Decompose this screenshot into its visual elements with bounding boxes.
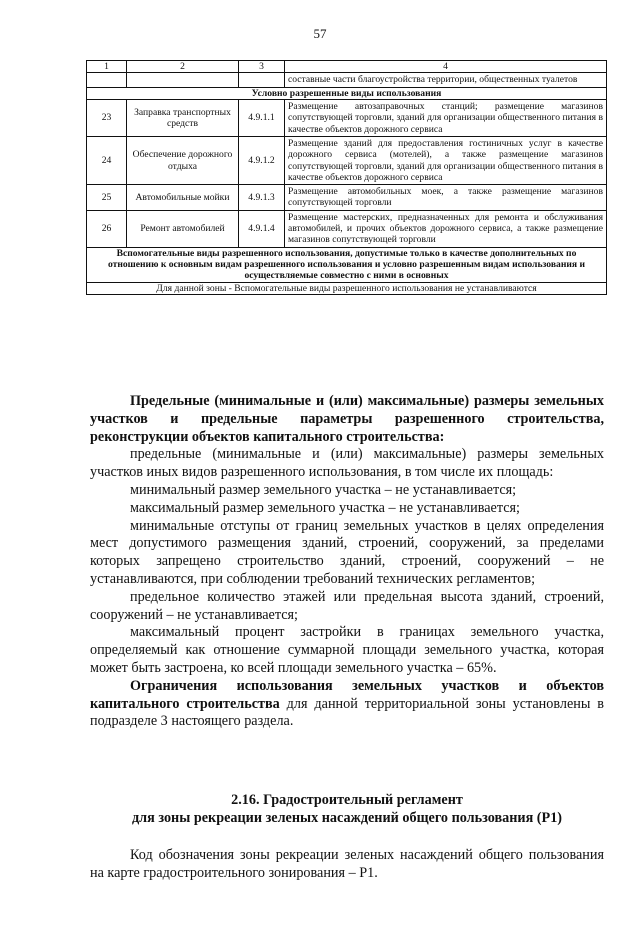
table-row — [87, 136, 607, 184]
row-code: 4.9.1.2 — [239, 136, 285, 184]
restrictions-rest: для данной территориальной зоны установлены в подразделе 3 настоящего раздела. — [90, 695, 605, 730]
column-header: 1 — [87, 61, 127, 73]
column-header: 3 — [239, 61, 285, 73]
row-number: 26 — [87, 210, 127, 247]
paragraph: максимальный процент застройки в границах земельного участка, определяемый как отношение суммарной площади земельного участка, которая может быть застроена, ко всей площади земельного участка – 65%. — [90, 624, 604, 676]
auxiliary-section-title: Вспомогательные виды разрешенного использования, допустимые только в качестве дополнительных по отношению к основным видам разрешенного использования и условно разрешенным видам использования и осуществляемые совместно с ними в основных — [87, 247, 607, 282]
paragraph: Код обозначения зоны рекреации зеленых насаждений общего пользования на карте градостроительного зонирования – Р1. — [90, 847, 604, 881]
row-number: 25 — [87, 185, 127, 211]
paragraph: минимальные отступы от границ земельных участков в целях определения мест допустимого размещения зданий, строений, сооружений, за пределами которых запрещено строительство зданий, строений, сооружений – не устанавливаются, при соблюдении требований технических регламентов; — [90, 517, 604, 587]
paragraph: минимальный размер земельного участка – не устанавливается; — [130, 481, 517, 498]
paragraph: предельные (минимальные и (или) максимальные) размеры земельных участков иных видов разрешенного использования, в том числе их площадь: — [90, 446, 604, 481]
row-code: 4.9.1.4 — [239, 210, 285, 247]
limits-heading: Предельные (минимальные и (или) максимальные) размеры земельных участков и предельные параметры разрешенного строительства, реконструкции объектов капитального строительства: — [90, 393, 604, 445]
paragraph: максимальный размер земельного участка – не устанавливается; — [130, 499, 520, 516]
section-subtitle: для зоны рекреации зеленых насаждений общего пользования (Р1) — [131, 810, 563, 826]
land-use-table — [86, 60, 607, 295]
table-row — [87, 73, 607, 87]
table-row — [87, 99, 607, 136]
row-code: 4.9.1.1 — [239, 99, 285, 136]
regulation-body — [90, 393, 604, 731]
row-description: Размещение автозаправочных станций; размещение магазинов сопутствующей торговли, зданий для организации общественного питания в качестве объектов дорожного сервиса — [285, 99, 607, 136]
table-header-row — [87, 61, 607, 73]
row-code: 4.9.1.3 — [239, 185, 285, 211]
row-name: Ремонт автомобилей — [127, 210, 239, 247]
row-description: составные части благоустройства территории, общественных туалетов — [285, 73, 607, 87]
row-name: Обеспечение дорожного отдыха — [127, 136, 239, 184]
row-number — [87, 73, 127, 87]
row-number: 23 — [87, 99, 127, 136]
section-heading — [90, 791, 604, 827]
page-number: 57 — [313, 26, 327, 41]
row-description: Размещение зданий для предоставления гостиничных услуг в качестве дорожного сервиса (мотелей), а также размещение магазинов сопутствующей торговли, зданий для организации общественного питания в качестве объектов дорожного сервиса — [285, 136, 607, 184]
section-intro — [90, 847, 604, 883]
row-description: Размещение автомобильных моек, а также размещение магазинов сопутствующей торговли — [285, 185, 607, 211]
auxiliary-note: Для данной зоны - Вспомогательные виды разрешенного использования не устанавливаются — [87, 282, 607, 294]
row-name: Заправка транспортных средств — [127, 99, 239, 136]
row-name — [127, 73, 239, 87]
column-header: 2 — [127, 61, 239, 73]
restrictions-paragraph — [90, 678, 604, 731]
section-row — [87, 247, 607, 282]
row-code — [239, 73, 285, 87]
section-row — [87, 87, 607, 99]
conditional-section-title: Условно разрешенные виды использования — [87, 87, 607, 99]
table-row — [87, 210, 607, 247]
row-name: Автомобильные мойки — [127, 185, 239, 211]
section-title: 2.16. Градостроительный регламент — [231, 792, 463, 808]
paragraph: предельное количество этажей или предельная высота зданий, строений, сооружений – не устанавливается; — [90, 588, 604, 623]
restrictions-bold: Ограничения использования земельных участков и объектов капитального строительства — [90, 677, 604, 712]
table-row — [87, 185, 607, 211]
row-number: 24 — [87, 136, 127, 184]
row-description: Размещение мастерских, предназначенных для ремонта и обслуживания автомобилей, и прочих объектов дорожного сервиса, а также размещение магазинов сопутствующей торговли — [285, 210, 607, 247]
note-row — [87, 282, 607, 294]
column-header: 4 — [285, 61, 607, 73]
